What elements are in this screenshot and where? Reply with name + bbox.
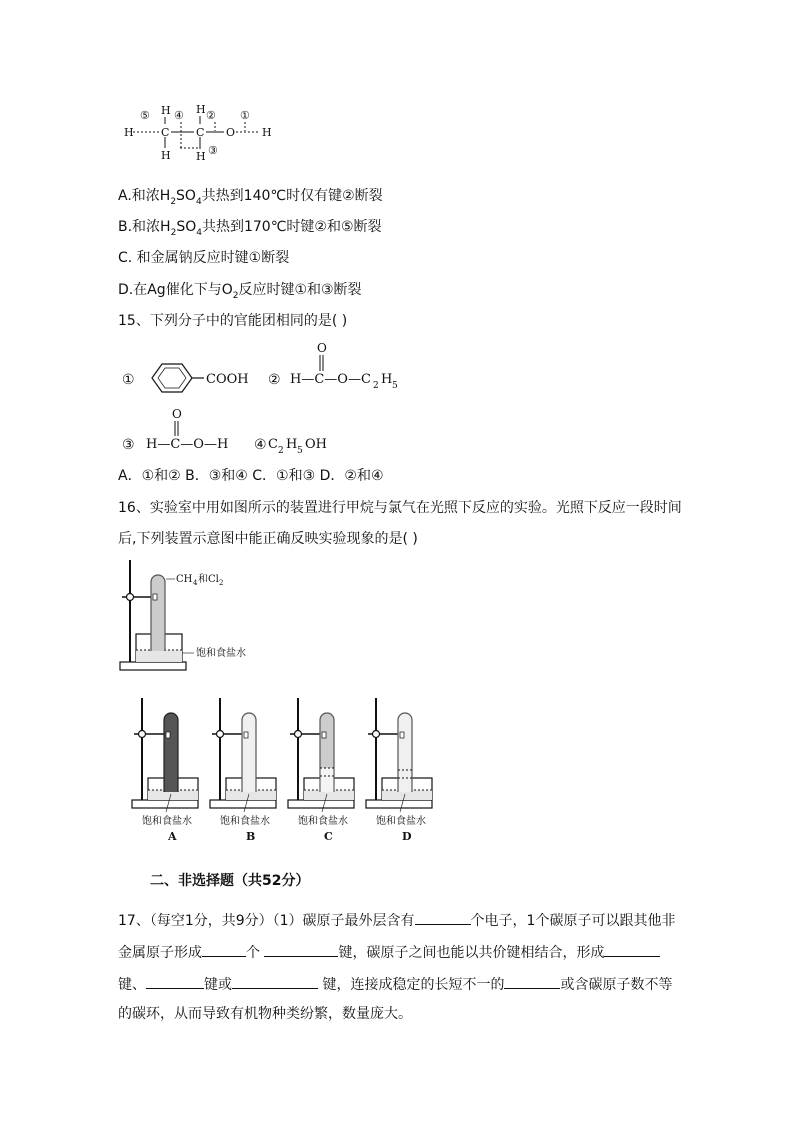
ethanol-bond-diagram bbox=[118, 104, 278, 164]
molecule-2-sub5: 5 bbox=[392, 381, 398, 391]
atom-o: O bbox=[226, 126, 236, 139]
q17-line4: 的碳环，从而导致有机物种类纷繁，数量庞大。 bbox=[118, 1006, 412, 1022]
atom-h-left: H bbox=[124, 126, 134, 139]
molecule-2-sub2: 2 bbox=[373, 381, 379, 391]
molecule-2-formula: H—C—O—C bbox=[290, 372, 371, 387]
bond-label-4: ④ bbox=[174, 109, 184, 122]
blank[interactable] bbox=[232, 974, 318, 989]
svg-text:CH: CH bbox=[176, 574, 193, 585]
atom-h-top2: H bbox=[196, 104, 206, 116]
water-label: 饱和食盐水 bbox=[196, 648, 246, 659]
blank[interactable] bbox=[604, 942, 660, 957]
test-tube bbox=[151, 575, 165, 651]
molecule-4-oh: OH bbox=[305, 437, 327, 452]
svg-text:4: 4 bbox=[193, 579, 198, 587]
stand-base bbox=[120, 662, 186, 670]
apparatus-d-letter: D bbox=[402, 830, 412, 843]
svg-text:和Cl: 和Cl bbox=[198, 574, 219, 585]
q17-line2: 金属原子形成 个 键，碳原子之间也能以共价键相结合，形成 bbox=[118, 942, 660, 962]
molecule-4-sub5: 5 bbox=[297, 446, 303, 456]
atom-c2: C bbox=[196, 126, 205, 139]
molecule-2-carbonyl-o: O bbox=[317, 341, 327, 355]
bond-label-3: ③ bbox=[208, 144, 218, 157]
molecule-1-cooh: COOH bbox=[206, 372, 249, 387]
q14-option-a: A.和浓$H_2SO_4$共热到140℃时仅有键②断裂 bbox=[118, 188, 383, 207]
molecule-4-c: C bbox=[268, 437, 278, 452]
molecule-2-number: ② bbox=[268, 372, 281, 388]
q15-options: A．①和② B．③和④ C．①和③ D．②和④ bbox=[118, 468, 384, 484]
atom-h-bot2: H bbox=[196, 150, 206, 163]
q15-stem: 15、下列分子中的官能团相同的是( ) bbox=[118, 313, 348, 329]
atom-h-top1: H bbox=[161, 104, 171, 117]
gas-label bbox=[176, 573, 223, 587]
atom-h-right: H bbox=[262, 126, 272, 139]
apparatus-c-letter: C bbox=[324, 830, 333, 843]
apparatus-b bbox=[210, 698, 276, 843]
apparatus-b-water: 饱和食盐水 bbox=[220, 816, 270, 827]
apparatus-a-letter: A bbox=[168, 830, 177, 843]
option-apparatus-row bbox=[126, 694, 446, 854]
molecule-4-sub2: 2 bbox=[278, 446, 284, 456]
q17-line3: 键、 键或 键，连接成稳定的长短不一的 或含碳原子数不等 bbox=[118, 974, 672, 994]
molecule-3-carbonyl-o: O bbox=[172, 407, 182, 421]
bond-label-1: ① bbox=[240, 109, 250, 122]
bond-label-5: ⑤ bbox=[140, 109, 150, 122]
apparatus-d bbox=[366, 698, 432, 843]
section-heading: 二、非选择题（共52分） bbox=[150, 873, 310, 889]
apparatus-c-water: 饱和食盐水 bbox=[298, 816, 348, 827]
blank[interactable] bbox=[264, 942, 338, 957]
q17-line1: 17、（每空1分，共9分）（1）碳原子最外层含有 个电子，1个碳原子可以跟其他非 bbox=[118, 910, 675, 930]
molecule-3-number: ③ bbox=[122, 437, 135, 453]
bond-label-2: ② bbox=[206, 109, 216, 122]
apparatus-a-water: 饱和食盐水 bbox=[142, 816, 192, 827]
q14-option-c: C. 和金属钠反应时键①断裂 bbox=[118, 250, 290, 266]
molecule-4-number: ④ bbox=[254, 437, 267, 453]
main-apparatus bbox=[118, 556, 278, 676]
q14-option-b: B.和浓$H_2SO_4$共热到170℃时键②和⑤断裂 bbox=[118, 219, 382, 238]
q15-molecules bbox=[118, 340, 418, 460]
apparatus-d-water: 饱和食盐水 bbox=[376, 816, 426, 827]
molecule-2-h: H bbox=[381, 372, 393, 387]
molecule-1-number: ① bbox=[122, 372, 135, 388]
blank[interactable] bbox=[504, 974, 560, 989]
benzene-ring-icon bbox=[152, 364, 204, 392]
apparatus-b-letter: B bbox=[246, 830, 256, 843]
q16-stem-line1: 16、实验室中用如图所示的装置进行甲烷与氯气在光照下反应的实验。光照下反应一段时间 bbox=[118, 500, 682, 516]
q14-option-d: D.在Ag催化下与$O_2$反应时键①和③断裂 bbox=[118, 282, 362, 301]
svg-text:2: 2 bbox=[219, 579, 224, 587]
blank[interactable] bbox=[202, 942, 246, 957]
apparatus-c bbox=[288, 698, 354, 843]
apparatus-a bbox=[132, 698, 198, 843]
atom-h-bot1: H bbox=[161, 149, 171, 162]
atom-c1: C bbox=[161, 126, 170, 139]
blank[interactable] bbox=[146, 974, 204, 989]
molecule-4-h: H bbox=[286, 437, 298, 452]
blank[interactable] bbox=[415, 910, 471, 925]
q16-stem-line2: 后,下列装置示意图中能正确反映实验现象的是( ) bbox=[118, 531, 418, 547]
molecule-3-formula: H—C—O—H bbox=[146, 437, 229, 452]
